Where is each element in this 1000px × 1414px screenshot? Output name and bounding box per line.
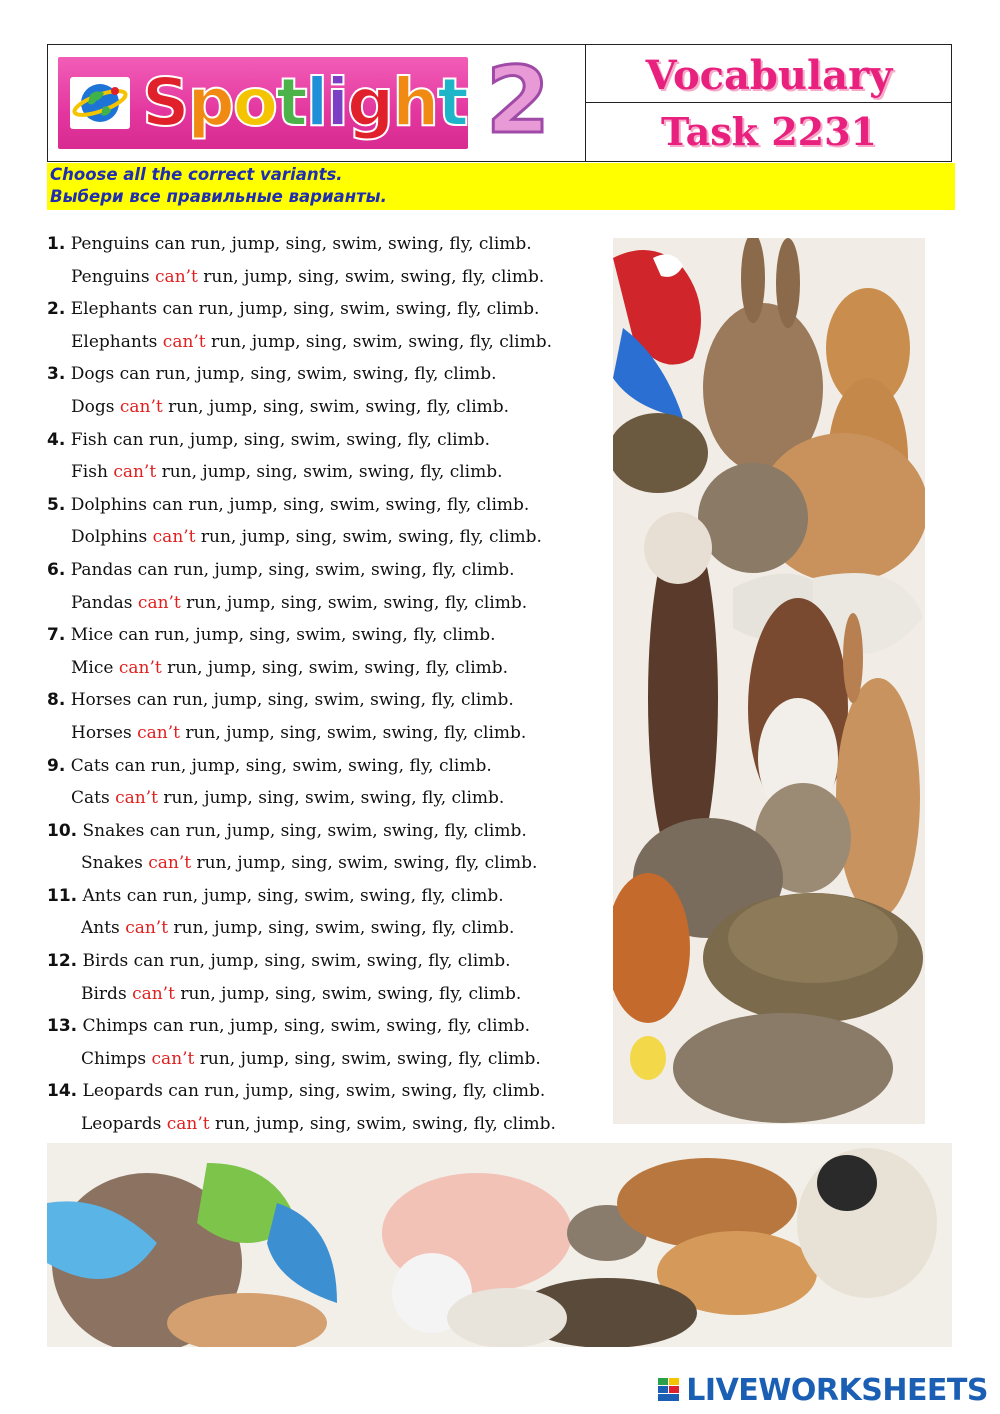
verb-options[interactable]: run, jump, sing, swim, swing, fly, climb. bbox=[154, 625, 496, 646]
question-12-cant[interactable] bbox=[47, 978, 607, 1011]
verb-options[interactable]: run, jump, sing, swim, swing, fly, climb. bbox=[169, 951, 511, 972]
cant-word: can’t bbox=[162, 331, 206, 352]
liveworksheets-wordmark: LIVEWORKSHEETS bbox=[686, 1372, 988, 1408]
question-number: 10. bbox=[47, 820, 78, 841]
question-8-can[interactable] bbox=[47, 684, 607, 717]
question-10-cant[interactable] bbox=[47, 847, 607, 880]
question-3-cant[interactable] bbox=[47, 391, 607, 424]
question-7-can[interactable] bbox=[47, 619, 607, 652]
verb-options[interactable]: run, jump, sing, swim, swing, fly, climb. bbox=[167, 657, 509, 678]
can-word: can bbox=[118, 625, 150, 646]
animals-collage-image bbox=[613, 238, 925, 1124]
verb-options[interactable]: run, jump, sing, swim, swing, fly, climb. bbox=[163, 788, 505, 809]
question-11-can[interactable] bbox=[47, 880, 607, 913]
verb-options[interactable]: run, jump, sing, swim, swing, fly, climb. bbox=[149, 429, 490, 450]
question-11-cant[interactable] bbox=[47, 912, 607, 945]
can-word: can bbox=[149, 820, 181, 841]
question-12-can[interactable] bbox=[47, 945, 607, 978]
subject: Fish bbox=[71, 462, 108, 483]
question-14-can[interactable] bbox=[47, 1075, 607, 1108]
worksheet-header bbox=[47, 44, 952, 162]
can-word: can bbox=[114, 755, 146, 776]
question-number: 8. bbox=[47, 690, 66, 711]
verb-options[interactable]: run, jump, sing, swim, swing, fly, climb. bbox=[200, 527, 542, 548]
subject: Pandas bbox=[70, 559, 133, 580]
subject: Elephants bbox=[71, 331, 158, 352]
question-9-cant[interactable] bbox=[47, 782, 607, 815]
question-8-cant[interactable] bbox=[47, 717, 607, 750]
question-number: 11. bbox=[47, 885, 78, 906]
header-divider-horizontal bbox=[585, 102, 951, 103]
can-word: can bbox=[136, 690, 168, 711]
cant-word: can’t bbox=[113, 462, 157, 483]
subject: Birds bbox=[81, 983, 127, 1004]
cant-word: can’t bbox=[166, 1114, 210, 1135]
verb-options[interactable]: run, jump, sing, swim, swing, fly, climb. bbox=[198, 299, 540, 320]
question-1-can[interactable] bbox=[47, 228, 607, 261]
cant-word: can’t bbox=[118, 657, 162, 678]
cant-word: can’t bbox=[148, 853, 192, 874]
question-number: 14. bbox=[47, 1081, 78, 1102]
liveworksheets-brand bbox=[658, 1372, 988, 1408]
level-number: 2 bbox=[486, 47, 551, 154]
task-number: Task 2231 bbox=[661, 109, 877, 154]
verb-options[interactable]: run, jump, sing, swim, swing, fly, climb. bbox=[189, 1016, 531, 1037]
verb-options[interactable]: run, jump, sing, swim, swing, fly, climb. bbox=[150, 755, 492, 776]
subject: Leopards bbox=[82, 1081, 163, 1102]
question-13-cant[interactable] bbox=[47, 1043, 607, 1076]
can-word: can bbox=[113, 429, 144, 450]
verb-options[interactable]: run, jump, sing, swim, swing, fly, climb. bbox=[211, 331, 552, 352]
subject: Penguins bbox=[70, 234, 150, 254]
cant-word: can’t bbox=[125, 918, 169, 939]
subject: Dolphins bbox=[71, 527, 148, 548]
question-number: 6. bbox=[47, 559, 66, 580]
instruction-en: Choose all the correct variants. bbox=[50, 165, 343, 184]
instruction-ru: Выбери все правильные варианты. bbox=[50, 187, 387, 206]
verb-options[interactable]: run, jump, sing, swim, swing, fly, climb. bbox=[185, 722, 527, 743]
instruction-bar bbox=[47, 163, 955, 210]
subject: Chimps bbox=[82, 1016, 148, 1037]
subject: Dogs bbox=[70, 364, 115, 385]
subject: Mice bbox=[71, 657, 114, 678]
question-10-can[interactable] bbox=[47, 815, 607, 848]
subject: Horses bbox=[71, 722, 132, 743]
verb-options[interactable]: run, jump, sing, swim, swing, fly, climb. bbox=[215, 1114, 556, 1135]
question-list bbox=[47, 228, 607, 1141]
subject: Ants bbox=[81, 918, 120, 939]
verb-options[interactable]: run, jump, sing, swim, swing, fly, climb. bbox=[155, 364, 497, 385]
question-number: 5. bbox=[47, 494, 66, 515]
liveworksheets-logo-icon bbox=[658, 1378, 680, 1402]
subject: Chimps bbox=[81, 1048, 147, 1069]
can-word: can bbox=[154, 234, 186, 254]
verb-options[interactable]: run, jump, sing, swim, swing, fly, climb. bbox=[185, 820, 527, 841]
verb-options[interactable]: run, jump, sing, swim, swing, fly, climb. bbox=[204, 1081, 546, 1102]
subject: Cats bbox=[70, 755, 110, 776]
question-number: 3. bbox=[47, 364, 66, 385]
question-2-can[interactable] bbox=[47, 293, 607, 326]
question-number: 13. bbox=[47, 1016, 78, 1037]
verb-options[interactable]: run, jump, sing, swim, swing, fly, climb. bbox=[162, 885, 504, 906]
verb-options[interactable]: run, jump, sing, swim, swing, fly, climb. bbox=[196, 853, 538, 874]
subject: Dogs bbox=[71, 396, 115, 417]
subject: Dolphins bbox=[70, 494, 147, 515]
question-number: 2. bbox=[47, 299, 66, 320]
question-number: 12. bbox=[47, 951, 78, 972]
question-7-cant[interactable] bbox=[47, 652, 607, 685]
question-13-can[interactable] bbox=[47, 1010, 607, 1043]
subject: Ants bbox=[82, 885, 122, 906]
header-title: Vocabulary bbox=[645, 52, 893, 99]
cant-word: can’t bbox=[115, 788, 158, 809]
question-number: 9. bbox=[47, 755, 66, 776]
verb-options[interactable]: run, jump, sing, swim, swing, fly, climb. bbox=[203, 266, 545, 287]
subject: Horses bbox=[70, 690, 132, 711]
question-3-can[interactable] bbox=[47, 358, 607, 391]
globe-icon bbox=[70, 77, 130, 129]
question-4-can[interactable] bbox=[47, 424, 607, 457]
can-word: can bbox=[133, 951, 165, 972]
verb-options[interactable]: run, jump, sing, swim, swing, fly, climb. bbox=[186, 592, 528, 613]
verb-options[interactable]: run, jump, sing, swim, swing, fly, climb. bbox=[173, 918, 515, 939]
verb-options[interactable]: run, jump, sing, swim, swing, fly, climb. bbox=[168, 396, 510, 417]
spotlight-logo bbox=[58, 57, 468, 149]
question-5-cant[interactable] bbox=[47, 521, 607, 554]
cant-word: can’t bbox=[119, 396, 163, 417]
question-number: 7. bbox=[47, 625, 66, 646]
verb-options[interactable]: run, jump, sing, swim, swing, fly, climb. bbox=[180, 983, 522, 1004]
question-6-can[interactable] bbox=[47, 554, 607, 587]
can-word: can bbox=[152, 494, 183, 515]
logo-wordmark: Spotlight bbox=[142, 64, 467, 141]
verb-options[interactable]: run, jump, sing, swim, swing, fly, climb. bbox=[199, 1048, 541, 1069]
cant-word: can’t bbox=[151, 1048, 195, 1069]
subject: Penguins bbox=[71, 266, 150, 287]
subject: Cats bbox=[71, 788, 110, 809]
cant-word: can’t bbox=[137, 592, 181, 613]
question-5-can[interactable] bbox=[47, 489, 607, 522]
verb-options[interactable]: run, jump, sing, swim, swing, fly, climb. bbox=[172, 690, 514, 711]
cant-word: can’t bbox=[137, 722, 180, 743]
can-word: can bbox=[168, 1081, 199, 1102]
subject: Fish bbox=[70, 429, 108, 450]
cant-word: can’t bbox=[132, 983, 175, 1004]
subject: Pandas bbox=[71, 592, 133, 613]
subject: Birds bbox=[82, 951, 129, 972]
subject: Snakes bbox=[81, 853, 143, 874]
verb-options[interactable]: run, jump, sing, swim, swing, fly, climb. bbox=[161, 462, 503, 483]
subject: Leopards bbox=[81, 1114, 162, 1135]
question-4-cant[interactable] bbox=[47, 456, 607, 489]
question-14-cant[interactable] bbox=[47, 1108, 607, 1141]
cant-word: can’t bbox=[152, 527, 196, 548]
can-word: can bbox=[126, 885, 158, 906]
verb-options[interactable]: run, jump, sing, swim, swing, fly, climb. bbox=[188, 494, 530, 515]
question-6-cant[interactable] bbox=[47, 587, 607, 620]
can-word: can bbox=[137, 559, 169, 580]
verb-options[interactable]: run, jump, sing, swim, swing, fly, climb. bbox=[190, 234, 532, 254]
question-2-cant[interactable] bbox=[47, 326, 607, 359]
cant-word: can’t bbox=[155, 266, 198, 287]
verb-options[interactable]: run, jump, sing, swim, swing, fly, climb. bbox=[173, 559, 515, 580]
can-word: can bbox=[162, 299, 194, 320]
question-1-cant[interactable] bbox=[47, 261, 607, 294]
can-word: can bbox=[119, 364, 151, 385]
subject: Elephants bbox=[70, 299, 158, 320]
question-number: 1. bbox=[47, 234, 66, 254]
question-9-can[interactable] bbox=[47, 750, 607, 783]
question-number: 4. bbox=[47, 429, 66, 450]
subject: Snakes bbox=[82, 820, 145, 841]
can-word: can bbox=[153, 1016, 184, 1037]
subject: Mice bbox=[70, 625, 114, 646]
animals-banner-image bbox=[47, 1143, 952, 1347]
